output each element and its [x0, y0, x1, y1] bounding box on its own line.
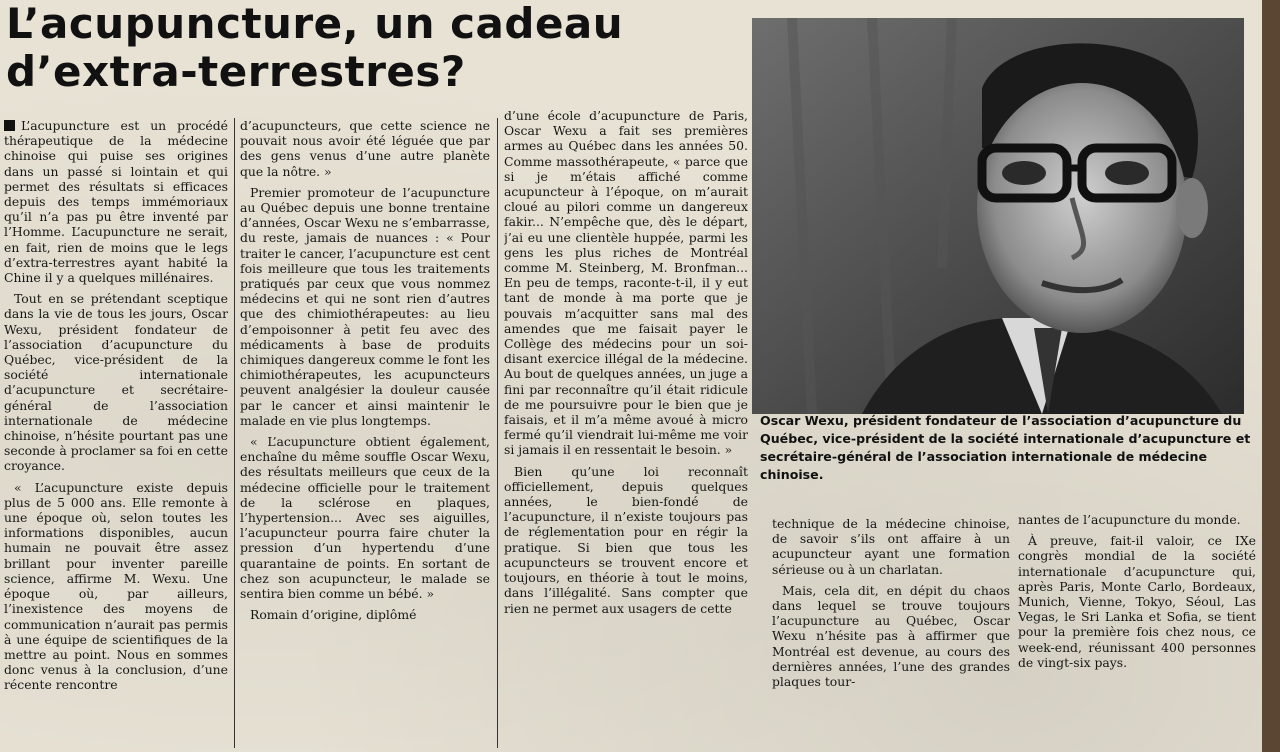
paragraph: « L’acupuncture existe depuis plus de 5 000 ans. Elle remonte à une époque où, selon toutes les informations disponibles, aucun humain ne pouvait être assez brillant pour inventer pareille science, affirme M. Wexu. Une époque où, par ailleurs, l’inexistence des moyens de communication n’aurait pas permis à une équipe de scientifiques de la mettre au point. Nous en sommes donc venus à la conclusion, d’une récente rencontre — [4, 479, 228, 693]
paragraph: d’une école d’acupuncture de Paris, Oscar Wexu a fait ses premières armes au Québec dans les années 50. Comme massothérapeute, « parce que si je m’étais affiché comme acupuncteur à l’époque, on m’aurait cloué au pilori comme un dangereux fakir... N’empêche que, dès le départ, j’ai eu une clientèle huppée, parmi les gens les plus riches de Montréal comme M. Steinberg, M. Bronfman... En peu de temps, raconte-t-il, il y eut tant de monde à ma porte que je pouvais m’acquitter sans mal des amendes que me faisait payer le Collège des médecins pour un soi-disant exercice illégal de la médecine. Au bout de quelques années, un juge a fini par reconnaître qu’il était ridicule de me poursuivre pour le bien que je faisais, et il m’a même avoué à micro fermé qu’il viendrait lui-même me voir si jamais il en ressentait le besoin. » — [504, 108, 748, 458]
article-column-5 — [1018, 512, 1256, 752]
paragraph: Tout en se prétendant sceptique dans la vie de tous les jours, Oscar Wexu, président fondateur de l’association d’acupuncture du Québec, vice-président de la société internationale d’acupuncture et secrétaire-général de l’association internationale de médecine chinoise, n’hésite pourtant pas une seconde à proclamer sa foi en cette croyance. — [4, 291, 228, 474]
article-column-4 — [772, 516, 1010, 752]
paragraph: Romain d’origine, diplômé — [250, 607, 417, 623]
column-divider — [234, 118, 235, 748]
paragraph: d’acupuncteurs, que cette science ne pouvait nous avoir été léguée que par des gens venus d’une autre planète que la nôtre. » — [240, 118, 490, 179]
paragraph: Premier promoteur de l’acupuncture au Québec depuis une bonne trentaine d’années, Oscar Wexu ne s’embarrasse, du reste, jamais de nuances : « Pour traiter le cancer, l’acupuncture est cent fois meilleure que tous les traitements pratiqués par ceux que vous nommez médecins et qui ne sont rien d’autres que des chimiothérapeutes: au lieu d’empoisonner à petit feu avec des médicaments à base de produits chimiques dangereux comme le font les chimiothérapeutes, les acupuncteurs peuvent analgésier la douleur causée par le cancer et ainsi maintenir le malade en vie plus longtemps. — [240, 184, 490, 428]
portrait-photo — [752, 18, 1244, 414]
article-column-1 — [4, 118, 228, 752]
paragraph: L’acupuncture est un procédé thérapeutique de la médecine chinoise qui puise ses origines dans un passé si lointain et qui permet des résultats si efficaces depuis des temps immémoriaux qu’il n’a pas pu être inventé par l’Homme. L’acupuncture ne serait, en fait, rien de moins que le legs d’extra-terrestres ayant habité la Chine il y a quelques millénaires. — [4, 118, 228, 286]
paragraph: « L’acupuncture obtient également, enchaîne du même souffle Oscar Wexu, des résultats meilleurs que ceux de la médecine officielle pour le traitement de la sclérose en plaques, l’hypertension... Avec ses aiguilles, l’acupuncteur pourra faire chuter la pression d’un hypertendu d’une quarantaine de points. En sortant de chez son acupuncteur, le malade se sentira bien comme un bébé. » — [240, 434, 490, 602]
paragraph: technique de la médecine chinoise, de savoir s’ils ont affaire à un acupuncteur ayant une formation sérieuse ou à un charlatan. — [772, 516, 1010, 577]
headline: L’acupuncture, un cadeau d’extra-terrestres? — [6, 0, 624, 96]
paragraph: Bien qu’une loi reconnaît officiellement, depuis quelques années, le bien-fondé de l’acupuncture, il n’existe toujours pas de réglementation pour en régir la pratique. Si bien que tous les acupuncteurs se trouvent encore et toujours, en théorie à tout le moins, dans l’illégalité. Sans compter que rien ne permet aux usagers de cette — [504, 463, 748, 616]
portrait-image — [752, 18, 1244, 414]
article-column-2 — [240, 118, 490, 752]
paragraph: Mais, cela dit, en dépit du chaos dans lequel se trouve toujours l’acupuncture au Québec, Oscar Wexu n’hésite pas à affirmer que Montréal est devenue, au cours des dernières années, l’une des grandes plaques tour- — [772, 582, 1010, 690]
article-column-3 — [504, 108, 748, 752]
paragraph: nantes de l’acupuncture du monde. — [1018, 512, 1241, 527]
paragraph: À preuve, fait-il valoir, ce IXe congrès mondial de la société internationale d’acupuncture qui, après Paris, Monte Carlo, Bordeaux, Munich, Vienne, Tokyo, Séoul, Las Vegas, le Sri Lanka et Sofia, se tient pour la première fois chez nous, ce week-end, réunissant 400 personnes de vingt-six pays. — [1018, 533, 1256, 670]
photo-caption: Oscar Wexu, président fondateur de l’association d’acupuncture du Québec, vice-président de la société internationale d’acupuncture et secrétaire-général de l’association internationale de médecine chinoise. — [760, 413, 1251, 482]
bullet-square — [4, 120, 15, 131]
column-divider — [497, 118, 498, 748]
